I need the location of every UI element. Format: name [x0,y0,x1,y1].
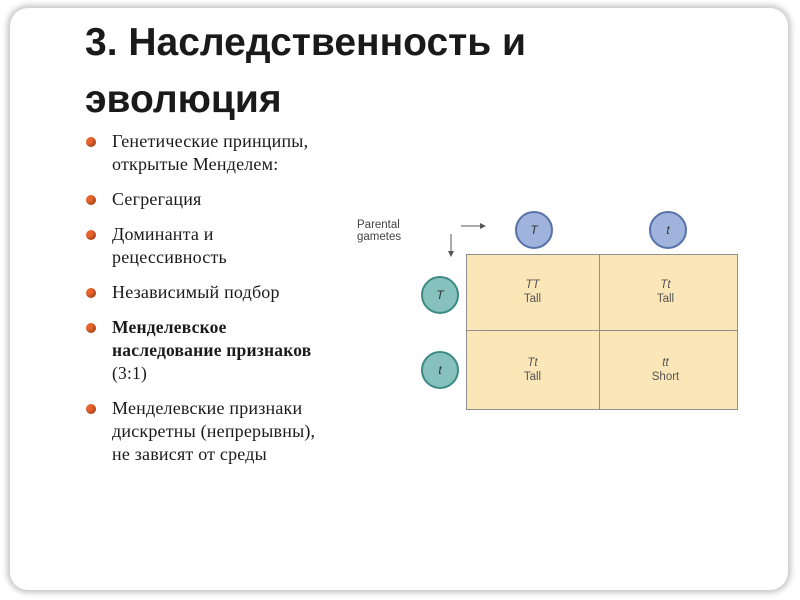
grid-divider [466,330,737,331]
gamete-top-recessive: t [649,211,687,249]
bullet-text: дискретны (непрерывны), [112,421,316,441]
bullet-text: Генетические принципы, [112,131,309,151]
bullet-text: Менделевские признаки [112,398,303,418]
cell-genotype: Tt [660,279,671,291]
cell-genotype: tt [662,357,669,369]
gamete-side-dominant: T [421,276,459,314]
cell-phenotype: Tall [523,293,542,305]
title-line-1: 3. Наследственность и [85,21,527,64]
bullet-text: не зависят от среды [112,444,267,464]
gamete-side-recessive: t [421,351,459,389]
punnett-cell [599,278,732,306]
parental-gametes-label: Parental gametes [357,219,402,243]
arrow-right-icon [461,223,486,229]
bullet-text: рецессивность [112,247,227,267]
bullet-text: открытые Менделем: [112,154,279,174]
bullet-text: (3:1) [112,363,148,383]
punnett-cell [466,356,599,384]
bullet-text: Доминанта и [112,224,214,244]
punnett-cell [599,356,732,384]
cell-phenotype: Tall [523,371,542,383]
gamete-top-dominant: T [515,211,553,249]
bullet-text: Сегрегация [112,189,202,209]
cell-genotype: TT [525,279,540,291]
cell-phenotype: Short [651,371,680,383]
arrow-down-icon [448,234,454,257]
title-line-2: эволюция [85,78,282,121]
cell-genotype: Tt [527,357,538,369]
punnett-cell [466,278,599,306]
cell-phenotype: Tall [656,293,675,305]
bullet-text: наследование признаков [112,340,312,360]
bullet-text: Менделевское [112,317,227,337]
bullet-text: Независимый подбор [112,282,280,302]
